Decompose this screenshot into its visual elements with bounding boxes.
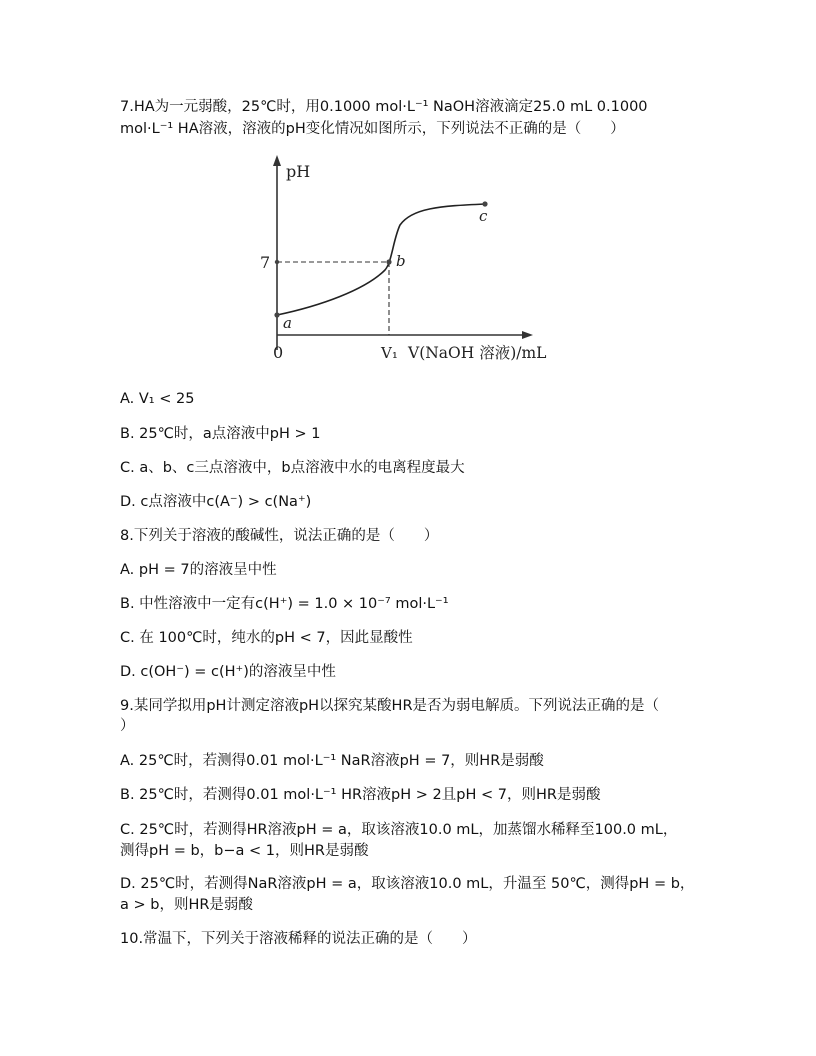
y-axis-arrow	[273, 155, 281, 166]
q9-stem-line2: ）	[120, 718, 135, 734]
x-axis-arrow	[522, 331, 533, 339]
x-axis-label: V(NaOH 溶液)/mL	[408, 344, 547, 362]
q9-option-a[interactable]: A. 25℃时，若测得0.01 mol·L⁻¹ NaR溶液pH = 7，则HR是弱酸	[120, 753, 544, 769]
y-tick-7-label: 7	[260, 253, 271, 272]
ph7-tick-marker	[275, 260, 279, 264]
q8-option-c[interactable]: C. 在 100℃时，纯水的pH < 7，因此显酸性	[120, 630, 413, 646]
point-a-marker	[274, 312, 279, 317]
titration-curve	[277, 204, 485, 315]
q8-stem: 8.下列关于溶液的酸碱性，说法正确的是（ ）	[120, 528, 439, 544]
q9-option-c-line1[interactable]: C. 25℃时，若测得HR溶液pH = a，取该溶液10.0 mL，加蒸馏水稀释至100.0 mL，	[120, 822, 678, 838]
q8-option-a[interactable]: A. pH = 7的溶液呈中性	[120, 562, 277, 578]
q9-option-c-line2[interactable]: 测得pH = b，b−a < 1，则HR是弱酸	[120, 843, 369, 859]
q9-option-d-line1[interactable]: D. 25℃时，若测得NaR溶液pH = a，取该溶液10.0 mL，升温至 50℃，测得pH = b，	[120, 876, 695, 892]
q9-option-d-line2[interactable]: a > b，则HR是弱酸	[120, 897, 253, 913]
point-c-marker	[482, 201, 487, 206]
point-b-label: b	[396, 252, 406, 270]
q8-option-d[interactable]: D. c(OH⁻) = c(H⁺)的溶液呈中性	[120, 664, 336, 680]
q7-option-d[interactable]: D. c点溶液中c(A⁻) > c(Na⁺)	[120, 494, 312, 510]
q7-option-b[interactable]: B. 25℃时，a点溶液中pH > 1	[120, 426, 321, 442]
point-c-label: c	[479, 207, 488, 225]
q10-stem: 10.常温下，下列关于溶液稀释的说法正确的是（ ）	[120, 931, 477, 947]
v1-label: V₁	[381, 344, 398, 362]
point-b-marker	[386, 259, 391, 264]
point-a-label: a	[283, 314, 292, 332]
origin-label: 0	[273, 343, 284, 362]
q9-option-b[interactable]: B. 25℃时，若测得0.01 mol·L⁻¹ HR溶液pH > 2且pH < 7，则HR是弱酸	[120, 787, 601, 803]
q7-stem-line1: 7.HA为一元弱酸，25℃时，用0.1000 mol·L⁻¹ NaOH溶液滴定25.0 mL 0.1000	[120, 99, 648, 115]
q8-option-b[interactable]: B. 中性溶液中一定有c(H⁺) = 1.0 × 10⁻⁷ mol·L⁻¹	[120, 596, 449, 612]
y-axis-label: pH	[286, 162, 311, 181]
q7-option-c[interactable]: C. a、b、c三点溶液中，b点溶液中水的电离程度最大	[120, 460, 465, 476]
q7-option-a[interactable]: A. V₁ < 25	[120, 391, 195, 407]
q7-stem-line2: mol·L⁻¹ HA溶液，溶液的pH变化情况如图所示，下列说法不正确的是（ ）	[120, 121, 625, 137]
q9-stem-line1: 9.某同学拟用pH计测定溶液pH以探究某酸HR是否为弱电解质。下列说法正确的是（	[120, 698, 660, 714]
